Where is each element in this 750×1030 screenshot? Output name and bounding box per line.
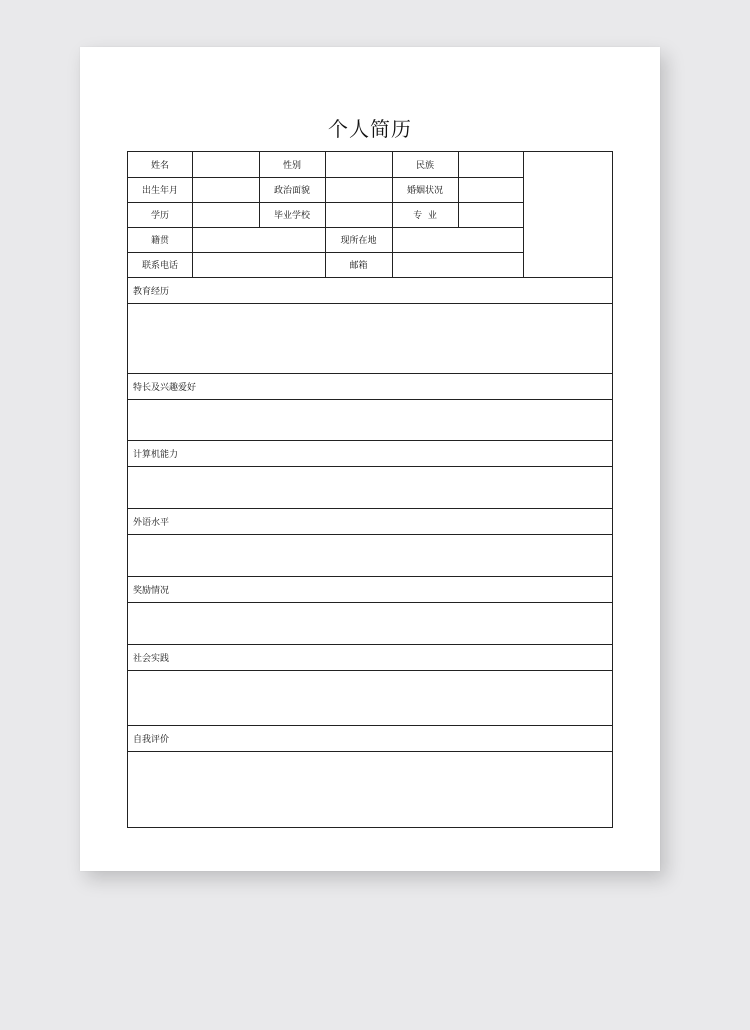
hobbies-field[interactable] [128, 400, 612, 440]
name-field[interactable] [193, 152, 259, 177]
ethnicity-field[interactable] [459, 152, 523, 177]
residence-label: 现所在地 [340, 236, 377, 246]
email-field[interactable] [393, 252, 523, 277]
politics-label: 政治面貌 [273, 186, 310, 196]
gender-field[interactable] [326, 152, 392, 177]
grid-line [128, 277, 612, 278]
education-history-field[interactable] [128, 304, 612, 373]
photo-area[interactable] [524, 152, 612, 277]
major-field[interactable] [459, 202, 523, 227]
education-history-label: 教育经历 [133, 287, 170, 297]
hometown-field[interactable] [193, 227, 325, 252]
school-field[interactable] [326, 202, 392, 227]
language-level-label: 外语水平 [133, 518, 170, 528]
major-label: 专 业 [413, 211, 437, 221]
grid-line [128, 644, 612, 645]
grid-line [128, 725, 612, 726]
computer-skills-label: 计算机能力 [133, 450, 179, 460]
birth-label: 出生年月 [141, 186, 178, 196]
hobbies-label: 特长及兴趣爱好 [133, 383, 197, 393]
marital-label: 婚姻状况 [406, 186, 443, 196]
school-label: 毕业学校 [273, 211, 310, 221]
self-evaluation-field[interactable] [128, 752, 612, 827]
resume-table [127, 151, 613, 828]
resume-paper [80, 47, 660, 871]
phone-label: 联系电话 [141, 261, 178, 271]
email-label: 邮箱 [349, 261, 368, 271]
awards-field[interactable] [128, 603, 612, 644]
grid-line [128, 373, 612, 374]
education-field[interactable] [193, 202, 259, 227]
grid-line [128, 440, 612, 441]
social-practice-label: 社会实践 [133, 654, 170, 664]
marital-field[interactable] [459, 177, 523, 202]
birth-field[interactable] [193, 177, 259, 202]
self-evaluation-label: 自我评价 [133, 735, 170, 745]
politics-field[interactable] [326, 177, 392, 202]
name-label: 姓名 [150, 161, 169, 171]
hometown-label: 籍贯 [150, 236, 169, 246]
grid-line [128, 508, 612, 509]
page-title: 个人简历 [328, 117, 412, 141]
grid-line [128, 576, 612, 577]
language-level-field[interactable] [128, 535, 612, 576]
education-label: 学历 [150, 211, 169, 221]
gender-label: 性别 [282, 161, 301, 171]
ethnicity-label: 民族 [415, 161, 434, 171]
phone-field[interactable] [193, 252, 325, 277]
social-practice-field[interactable] [128, 671, 612, 725]
awards-label: 奖励情况 [133, 586, 170, 596]
computer-skills-field[interactable] [128, 467, 612, 508]
residence-field[interactable] [393, 227, 523, 252]
